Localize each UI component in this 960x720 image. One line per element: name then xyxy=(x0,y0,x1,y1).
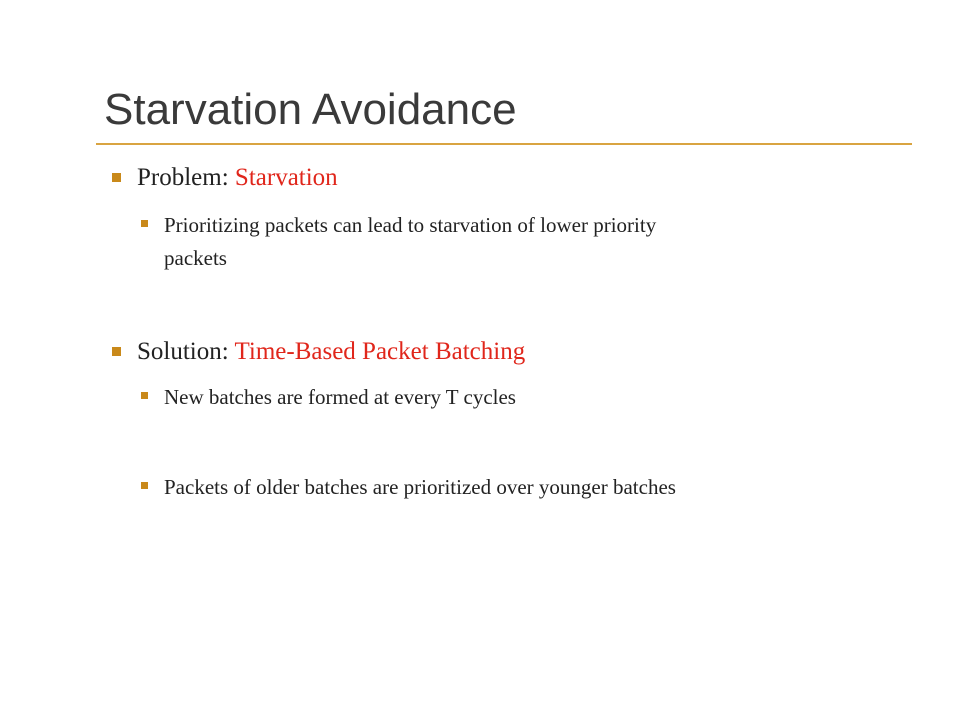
sub-bullet-line: Prioritizing packets can lead to starvation of lower priority xyxy=(164,213,657,237)
square-bullet-icon xyxy=(141,220,148,227)
bullet-highlight: Time-Based Packet Batching xyxy=(234,338,526,365)
square-bullet-icon xyxy=(141,392,148,399)
bullet-label: Solution: xyxy=(137,338,235,365)
square-bullet-icon xyxy=(141,482,148,489)
bullet-label: Problem: xyxy=(137,164,235,191)
bullet-problem xyxy=(137,162,338,194)
bullet-highlight: Starvation xyxy=(234,164,338,191)
title-divider xyxy=(96,143,912,145)
sub-bullet-older-batches xyxy=(164,471,676,504)
sub-bullet-starvation xyxy=(164,209,656,275)
sub-bullet-new-batches xyxy=(164,381,516,414)
sub-bullet-line: packets xyxy=(164,246,227,270)
slide-title: Starvation Avoidance xyxy=(104,85,517,134)
square-bullet-icon xyxy=(112,347,121,356)
sub-bullet-text: Packets of older batches are prioritized over younger batches xyxy=(164,475,676,499)
square-bullet-icon xyxy=(112,173,121,182)
bullet-solution xyxy=(137,336,525,368)
sub-bullet-text: New batches are formed at every T cycles xyxy=(164,385,516,409)
